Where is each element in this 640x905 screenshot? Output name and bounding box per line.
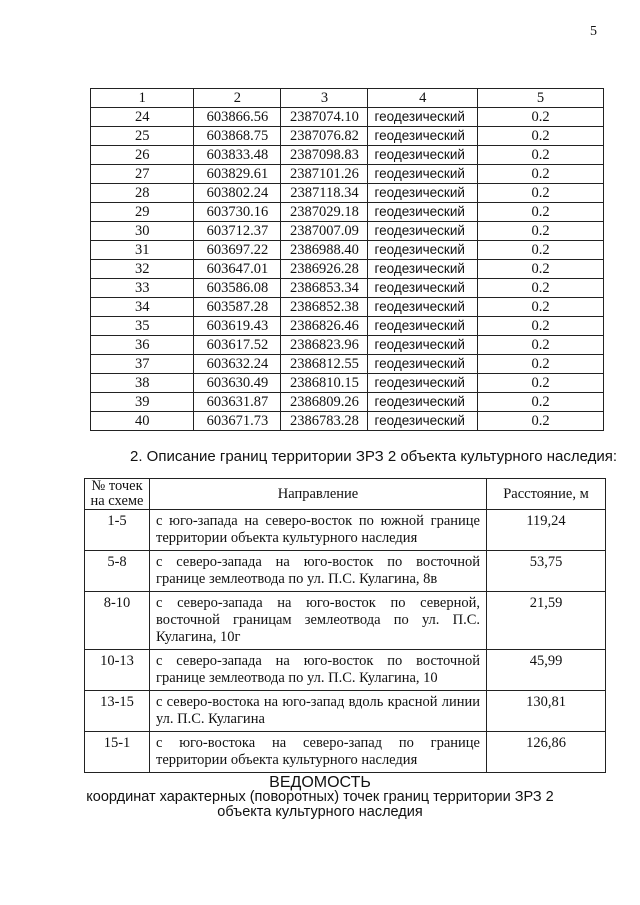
coords-header-cell: 4 <box>368 89 478 108</box>
vedomost-title: ВЕДОМОСТЬ <box>269 774 371 791</box>
table-cell: 2386783.28 <box>281 412 368 431</box>
table-cell: 2386988.40 <box>281 241 368 260</box>
table-cell: 2386926.28 <box>281 260 368 279</box>
table-cell: геодезический <box>368 146 478 165</box>
table-cell: 29 <box>91 203 194 222</box>
header-points-line1: № точек <box>91 478 143 494</box>
direction-cell: с северо-востока на юго-запад вдоль красной линии ул. П.С. Кулагина <box>150 691 487 732</box>
table-cell: 603671.73 <box>194 412 281 431</box>
table-cell: 30 <box>91 222 194 241</box>
table-cell: 0.2 <box>478 355 604 374</box>
table-cell: 0.2 <box>478 203 604 222</box>
table-cell: геодезический <box>368 222 478 241</box>
table-row <box>91 222 604 241</box>
table-cell: геодезический <box>368 203 478 222</box>
table-cell: 2387098.83 <box>281 146 368 165</box>
points-cell: 5-8 <box>85 551 150 592</box>
table-cell: 0.2 <box>478 146 604 165</box>
coords-header-cell: 5 <box>478 89 604 108</box>
table-cell: геодезический <box>368 412 478 431</box>
table-cell: 603586.08 <box>194 279 281 298</box>
direction-cell: с юго-востока на северо-запад по границе территории объекта культурного наследия <box>150 732 487 773</box>
table-cell: 38 <box>91 374 194 393</box>
table-cell: 0.2 <box>478 260 604 279</box>
table-row <box>91 203 604 222</box>
coords-header-cell: 3 <box>281 89 368 108</box>
coords-header-row <box>91 89 604 108</box>
distance-cell: 126,86 <box>487 732 606 773</box>
table-row <box>91 241 604 260</box>
table-cell: 25 <box>91 127 194 146</box>
coords-header-cell: 2 <box>194 89 281 108</box>
table-cell: 2387007.09 <box>281 222 368 241</box>
table-cell: 603587.28 <box>194 298 281 317</box>
header-points <box>85 479 150 510</box>
table-cell: 0.2 <box>478 393 604 412</box>
table-row <box>91 165 604 184</box>
distance-cell: 119,24 <box>487 510 606 551</box>
table-cell: 2386809.26 <box>281 393 368 412</box>
table-cell: 2387076.82 <box>281 127 368 146</box>
table-row <box>91 317 604 336</box>
table-cell: 603631.87 <box>194 393 281 412</box>
table-row <box>85 510 606 551</box>
table-cell: 0.2 <box>478 412 604 431</box>
table-cell: 31 <box>91 241 194 260</box>
table-cell: 603619.43 <box>194 317 281 336</box>
distance-cell: 45,99 <box>487 650 606 691</box>
table-cell: геодезический <box>368 374 478 393</box>
table-cell: геодезический <box>368 279 478 298</box>
table-cell: 0.2 <box>478 336 604 355</box>
table-cell: 0.2 <box>478 317 604 336</box>
table-cell: геодезический <box>368 184 478 203</box>
table-cell: 26 <box>91 146 194 165</box>
table-cell: 603802.24 <box>194 184 281 203</box>
table-cell: 0.2 <box>478 222 604 241</box>
table-cell: 34 <box>91 298 194 317</box>
table-cell: 36 <box>91 336 194 355</box>
table-cell: 603712.37 <box>194 222 281 241</box>
table-row <box>91 393 604 412</box>
table-cell: 24 <box>91 108 194 127</box>
header-points-line2: на схеме <box>90 493 144 509</box>
table-cell: геодезический <box>368 393 478 412</box>
table-cell: 32 <box>91 260 194 279</box>
table-row <box>85 650 606 691</box>
distance-cell: 130,81 <box>487 691 606 732</box>
coordinates-table <box>90 88 604 431</box>
points-cell: 15-1 <box>85 732 150 773</box>
table-cell: 603630.49 <box>194 374 281 393</box>
table-row <box>91 146 604 165</box>
coords-header-cell: 1 <box>91 89 194 108</box>
table-cell: 603730.16 <box>194 203 281 222</box>
table-cell: 2386812.55 <box>281 355 368 374</box>
table-cell: 2387101.26 <box>281 165 368 184</box>
table-cell: 0.2 <box>478 127 604 146</box>
table-cell: 0.2 <box>478 241 604 260</box>
table-cell: 35 <box>91 317 194 336</box>
table-cell: 2387074.10 <box>281 108 368 127</box>
points-cell: 13-15 <box>85 691 150 732</box>
vedomost-subtitle-line2: объекта культурного наследия <box>217 804 423 820</box>
table-row <box>91 279 604 298</box>
table-cell: 603632.24 <box>194 355 281 374</box>
table-cell: 2386810.15 <box>281 374 368 393</box>
table-row <box>91 355 604 374</box>
table-cell: 2386852.38 <box>281 298 368 317</box>
table-cell: 2386826.46 <box>281 317 368 336</box>
distance-cell: 21,59 <box>487 592 606 650</box>
table-cell: 0.2 <box>478 184 604 203</box>
table-row <box>91 374 604 393</box>
section-title: 2. Описание границ территории ЗРЗ 2 объекта культурного наследия: <box>130 448 618 465</box>
table-cell: 603833.48 <box>194 146 281 165</box>
table-cell: геодезический <box>368 108 478 127</box>
table-row <box>91 298 604 317</box>
table-cell: 28 <box>91 184 194 203</box>
table-cell: 0.2 <box>478 108 604 127</box>
header-direction: Направление <box>150 479 487 510</box>
table-cell: геодезический <box>368 165 478 184</box>
table-cell: 2386823.96 <box>281 336 368 355</box>
table-cell: геодезический <box>368 336 478 355</box>
table-cell: 0.2 <box>478 374 604 393</box>
table-cell: геодезический <box>368 260 478 279</box>
table-row <box>85 732 606 773</box>
table-cell: 603617.52 <box>194 336 281 355</box>
table-cell: 39 <box>91 393 194 412</box>
points-cell: 10-13 <box>85 650 150 691</box>
table-row <box>91 127 604 146</box>
table-cell: геодезический <box>368 127 478 146</box>
table-cell: 33 <box>91 279 194 298</box>
table-row <box>85 691 606 732</box>
distance-cell: 53,75 <box>487 551 606 592</box>
table-cell: 27 <box>91 165 194 184</box>
table-row <box>91 184 604 203</box>
table-cell: 40 <box>91 412 194 431</box>
table-row <box>91 412 604 431</box>
table-cell: 603697.22 <box>194 241 281 260</box>
table-row <box>91 336 604 355</box>
table-cell: 603868.75 <box>194 127 281 146</box>
direction-cell: с северо-запада на юго-восток по восточной границе землеотвода по ул. П.С. Кулагина, 10 <box>150 650 487 691</box>
table-cell: 0.2 <box>478 298 604 317</box>
table-row <box>91 260 604 279</box>
vedomost-subtitle <box>0 790 640 820</box>
table-cell: 603829.61 <box>194 165 281 184</box>
table-cell: 2386853.34 <box>281 279 368 298</box>
direction-cell: с северо-запада на юго-восток по восточной границе землеотвода по ул. П.С. Кулагина, 8в <box>150 551 487 592</box>
boundaries-table <box>84 478 606 773</box>
vedomost-subtitle-line1: координат характерных (поворотных) точек границ территории ЗРЗ 2 <box>86 789 554 805</box>
points-cell: 1-5 <box>85 510 150 551</box>
table-cell: 0.2 <box>478 279 604 298</box>
table-row <box>85 592 606 650</box>
table-cell: геодезический <box>368 298 478 317</box>
boundaries-header-row <box>85 479 606 510</box>
table-cell: 37 <box>91 355 194 374</box>
table-cell: 2387029.18 <box>281 203 368 222</box>
table-cell: 603647.01 <box>194 260 281 279</box>
table-cell: 603866.56 <box>194 108 281 127</box>
header-distance: Расстояние, м <box>487 479 606 510</box>
direction-cell: с северо-запада на юго-восток по северной, восточной границам землеотвода по ул. П.С. Кулагина, 10г <box>150 592 487 650</box>
points-cell: 8-10 <box>85 592 150 650</box>
table-cell: 2387118.34 <box>281 184 368 203</box>
table-row <box>85 551 606 592</box>
table-cell: геодезический <box>368 241 478 260</box>
table-row <box>91 108 604 127</box>
page-number: 5 <box>590 24 597 39</box>
direction-cell: с юго-запада на северо-восток по южной границе территории объекта культурного наследия <box>150 510 487 551</box>
table-cell: 0.2 <box>478 165 604 184</box>
table-cell: геодезический <box>368 317 478 336</box>
table-cell: геодезический <box>368 355 478 374</box>
